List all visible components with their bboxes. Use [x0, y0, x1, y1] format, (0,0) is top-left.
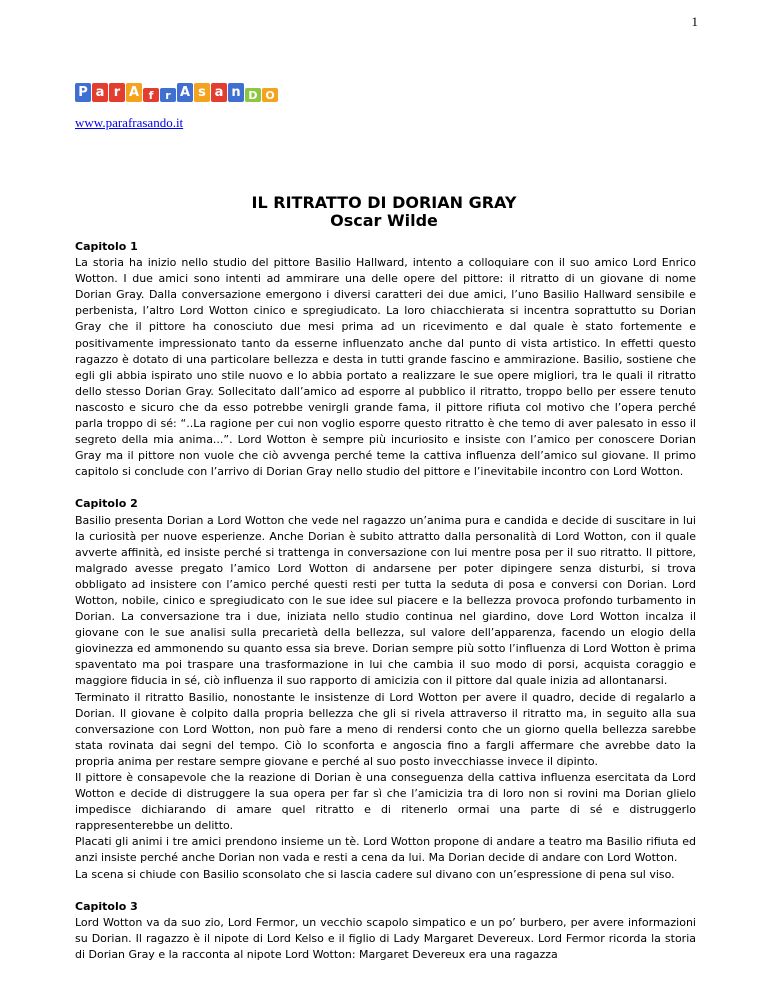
logo-letter: s [194, 83, 210, 102]
logo-letter: r [109, 83, 125, 102]
summary-body [75, 239, 696, 979]
chapter-heading: Capitolo 2 [75, 497, 138, 511]
logo-letter: D [245, 88, 261, 102]
chapter-paragraph: Basilio presenta Dorian a Lord Wotton che vede nel ragazzo un’anima pura e candida e decide di suscitare in lui la curiosità per nuove esperienze. Anche Dorian è subito attratto dalla personalità di Lord Wotton, con il quale avverte affinità, ed insiste perché si trattenga in conversazione con lui mentre posa per il suo ritratto. Il pittore, malgrado avesse pregato l’amico Lord Wotton di andarsene per poter dipingere senza disturbi, si trova obbligato ad insistere con l’amico perché questi resti per tutta la seduta di posa e conversi con Dorian. Lord Wotton, nobile, cinico e spregiudicato con le sue idee sul piacere e la bellezza provoca profondo turbamento in Dorian. La conversazione tra i due, iniziata nello studio continua nel giardino, dove Lord Wotton incalza il giovane con le sue analisi sulla precarietà della bellezza, sul valore dell’apparenza, facendo un elogio della giovinezza ed ammonendo su quanto essa sia breve. Dorian sempre più sotto l’influenza di Lord Wotton è prima spaventato ma poi traspare una trasformazione in lui che cambia il suo modo di porsi, acquista coraggio e maggiore fiducia in sé, ciò influenza il suo rapporto di amicizia con il pittore dal quale inizia ad allontanarsi. [75, 513, 696, 688]
logo-letter: f [143, 88, 159, 102]
book-title: IL RITRATTO DI DORIAN GRAY [251, 193, 517, 212]
chapter-section [75, 899, 696, 963]
chapter-paragraph: La storia ha inizio nello studio del pittore Basilio Hallward, intento a colloquiare con il suo amico Lord Enrico Wotton. I due amici sono intenti ad ammirare una delle opere del pittore: il ritratto di un giovane di nome Dorian Gray. Dalla conversazione emergono i diversi caratteri dei due amici, l’uno Basilio Hallward sensibile e perbenista, l’altro Lord Wotton cinico e spregiudicato. La loro chiacchierata si incentra soprattutto su Dorian Gray che il pittore ha conosciuto due mesi prima ad un ricevimento e dal quale è stato fortemente e positivamente impressionato tanto da esserne influenzato anche dal punto di vista artistico. In effetti questo ragazzo è dotato di una particolare bellezza e desta in tutti grande fascino e ammirazione. Basilio, sostiene che egli gli abbia ispirato uno stile nuovo e lo abbia portato a realizzare le sue opere migliori, tra le quali il ritratto dello stesso Dorian Gray. Sollecitato dall’amico ad esporre al pubblico il ritratto, troppo bello per essere tenuto nascosto e sicuro che da esso potrebbe venirgli grande fama, il pittore rifiuta col motivo che l’opera perché parla troppo di sé: “..La ragione per cui non voglio esporre questo ritratto è che temo di aver palesato in esso il segreto della mia anima...”. Lord Wotton è sempre più incuriosito e insiste con l’amico per conoscere Dorian Gray ma il pittore non vuole che ciò avvenga perché teme la cattiva influenza dell’amico sul giovane. Il primo capitolo si conclude con l’arrivo di Dorian Gray nello studio del pittore e l’inevitabile incontro con Lord Wotton. [75, 256, 696, 479]
logo-letter: A [126, 83, 142, 102]
chapter-heading: Capitolo 3 [75, 899, 138, 913]
logo-letter: P [75, 83, 91, 102]
chapter-heading: Capitolo 1 [75, 240, 138, 253]
logo-letter: O [262, 88, 278, 102]
chapter-paragraph: Lord Wotton va da suo zio, Lord Fermor, un vecchio scapolo simpatico e un po’ burbero, per avere informazioni su Dorian. Il ragazzo è il nipote di Lord Kelso e il figlio di Lady Margaret Devereux. Lord Fermor ricorda la storia di Dorian Gray e la racconta al nipote Lord Wotton: Margaret Devereux era una ragazza [75, 915, 696, 961]
chapter-section [75, 496, 696, 882]
logo-letter: r [160, 88, 176, 102]
chapter-paragraph: Terminato il ritratto Basilio, nonostante le insistenze di Lord Wotton per avere il quadro, decide di regalarlo a Dorian. Il giovane è colpito dalla propria bellezza che gli si rivela attraverso il ritratto ma, in seguito alla sua conversazione con Lord Wotton, non può fare a meno di rendersi conto che un giorno quella bellezza sarebbe stata rovinata dai segni del tempo. Ciò lo sconforta e angoscia fino a fargli affermare che avrebbe dato la propria anima per restare sempre giovane e perché al suo posto invecchiasse invece il dipinto. [75, 690, 696, 768]
page-number: 1 [691, 14, 698, 29]
website-link[interactable]: www.parafrasando.it [75, 115, 184, 130]
logo-letter: A [177, 83, 193, 102]
parafrasando-logo [75, 83, 278, 102]
logo-letter: n [228, 83, 244, 102]
chapter-paragraph: La scena si chiude con Basilio sconsolato che si lascia cadere sul divano con un’espressione di pena sul viso. [75, 867, 675, 881]
logo-letter: a [92, 83, 108, 102]
logo-letter: a [211, 83, 227, 102]
book-author: Oscar Wilde [330, 211, 438, 230]
chapter-section [75, 239, 696, 480]
chapter-paragraph: Il pittore è consapevole che la reazione di Dorian è una conseguenza della cattiva influenza esercitata da Lord Wotton e decide di distruggere la sua opera per far sì che l’amicizia tra di loro non si rovini ma Dorian glielo impedisce dichiarando di amare quel ritratto e di ritenerlo ormai una parte di sé e distruggerlo rappresenterebbe un delitto. [75, 771, 696, 833]
chapter-paragraph: Placati gli animi i tre amici prendono insieme un tè. Lord Wotton propone di andare a teatro ma Basilio rifiuta ed anzi insiste perché anche Dorian non vada e resti a cena da lui. Ma Dorian decide di andare con Lord Wotton. [75, 835, 696, 865]
